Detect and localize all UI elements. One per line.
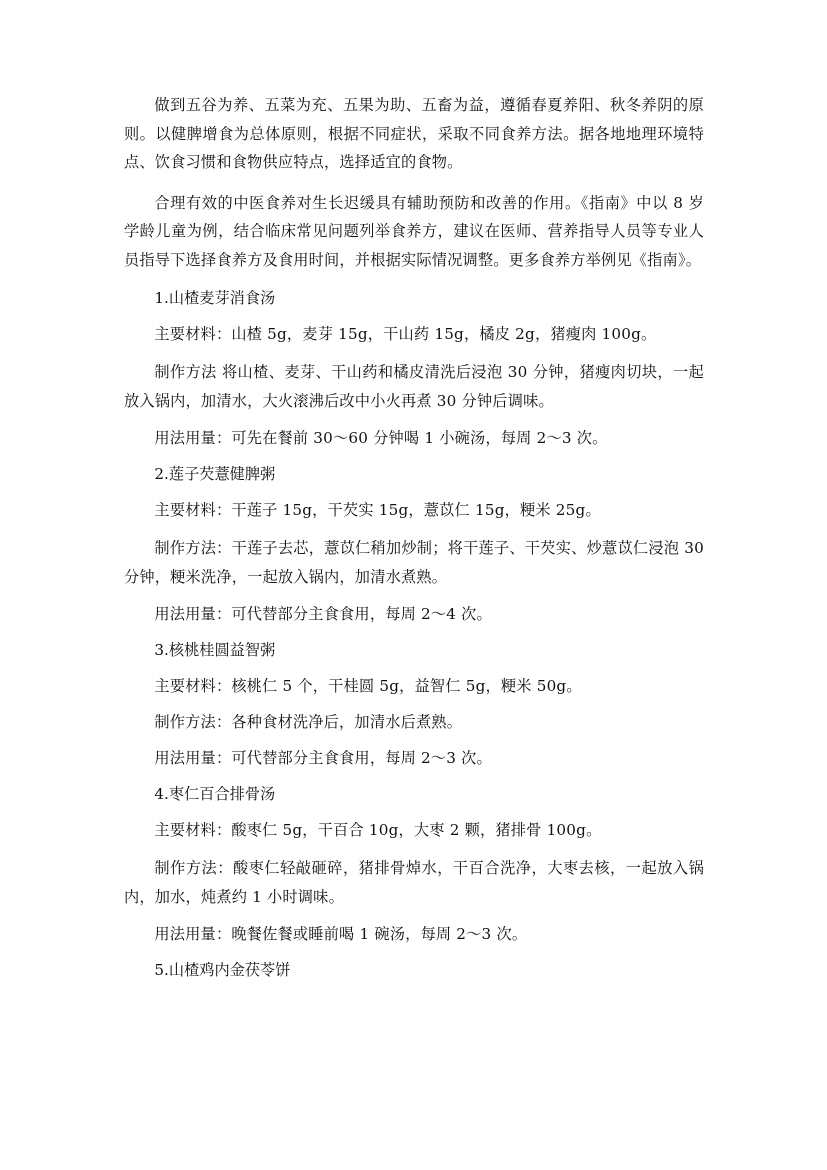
intro-paragraph-2: 合理有效的中医食养对生长迟缓具有辅助预防和改善的作用。《指南》中以 8 岁学龄儿童为例，结合临床常见问题列举食养方，建议在医师、营养指导人员等专业人员指导下选择食养方及食用时间，并根据实际情况调整。更多食养方举例见《指南》。 <box>124 193 704 269</box>
recipe-1-materials: 主要材料：山楂 5g，麦芽 15g，干山药 15g，橘皮 2g，猪瘦肉 100g。 <box>154 325 657 343</box>
document-page <box>124 91 704 994</box>
recipe-3-materials: 主要材料：核桃仁 5 个，干桂圆 5g，益智仁 5g，粳米 50g。 <box>154 677 582 695</box>
recipe-4-usage: 用法用量：晚餐佐餐或睡前喝 1 碗汤，每周 2～3 次。 <box>154 925 528 943</box>
recipe-5-title: 5.山楂鸡内金茯苓饼 <box>154 961 291 979</box>
recipe-3-usage: 用法用量：可代替部分主食食用，每周 2～3 次。 <box>154 749 492 767</box>
recipe-4-title: 4.枣仁百合排骨汤 <box>154 785 276 803</box>
recipe-3-method: 制作方法：各种食材洗净后，加清水后煮熟。 <box>154 713 463 731</box>
recipe-2-materials: 主要材料：干莲子 15g，干芡实 15g，薏苡仁 15g，粳米 25g。 <box>154 501 601 519</box>
recipe-2-usage: 用法用量：可代替部分主食食用，每周 2～4 次。 <box>154 605 492 623</box>
recipe-1-usage: 用法用量：可先在餐前 30～60 分钟喝 1 小碗汤，每周 2～3 次。 <box>154 429 608 447</box>
recipe-4-method: 制作方法：酸枣仁轻敲砸碎，猪排骨焯水，干百合洗净，大枣去核，一起放入锅内，加水，炖煮约 1 小时调味。 <box>124 859 704 906</box>
recipe-1-method: 制作方法 将山楂、麦芽、干山药和橘皮清洗后浸泡 30 分钟，猪瘦肉切块，一起放入锅内，加清水，大火滚沸后改中小火再煮 30 分钟后调味。 <box>124 363 704 410</box>
recipe-4-materials: 主要材料：酸枣仁 5g，干百合 10g，大枣 2 颗，猪排骨 100g。 <box>154 821 602 839</box>
recipe-1-title: 1.山楂麦芽消食汤 <box>154 289 276 307</box>
recipe-3-title: 3.核桃桂圆益智粥 <box>154 641 276 659</box>
recipe-2-method: 制作方法：干莲子去芯，薏苡仁稍加炒制；将干莲子、干芡实、炒薏苡仁浸泡 30 分钟，粳米洗净，一起放入锅内，加清水煮熟。 <box>124 539 704 586</box>
recipe-2-title: 2.莲子芡薏健脾粥 <box>154 465 276 483</box>
intro-paragraph-1: 做到五谷为养、五菜为充、五果为助、五畜为益，遵循春夏养阳、秋冬养阴的原则。以健脾增食为总体原则，根据不同症状，采取不同食养方法。据各地地理环境特点、饮食习惯和食物供应特点，选择适宜的食物。 <box>124 96 704 171</box>
